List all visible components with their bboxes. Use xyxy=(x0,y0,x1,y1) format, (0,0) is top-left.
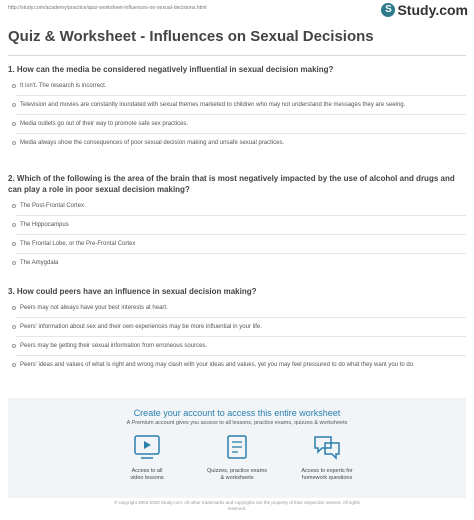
quiz-icon xyxy=(222,434,252,460)
answer-option[interactable]: Television and movies are constantly inundated with sexual themes marketed to children who may not understand the messages they are seeing. xyxy=(8,100,466,110)
answer-option[interactable]: The Post-Frontal Cortex xyxy=(8,201,466,211)
radio-icon xyxy=(12,122,16,126)
study-logo[interactable] xyxy=(381,2,468,18)
option-divider xyxy=(16,114,466,115)
option-divider xyxy=(16,234,466,235)
answer-option[interactable]: Peers may not always have your best interests at heart. xyxy=(8,303,466,313)
radio-icon xyxy=(12,204,16,208)
experts-icon xyxy=(312,434,342,460)
option-divider xyxy=(16,215,466,216)
answer-option[interactable]: The Hippocampus xyxy=(8,220,466,230)
radio-icon xyxy=(12,242,16,246)
option-divider xyxy=(16,317,466,318)
option-divider xyxy=(16,253,466,254)
question-3 xyxy=(8,286,466,370)
logo-mark-icon: S xyxy=(381,3,395,17)
feature-label: Access to all video lessons xyxy=(130,468,164,481)
copyright-footer: © copyright 2003-2020 Study.com. All other trademarks and copyrights are the property of their respective owners. All rights reserved. xyxy=(114,500,360,511)
premium-promo-panel xyxy=(8,398,466,498)
answer-option[interactable]: Media always show the consequences of poor sexual decision making and unsafe sexual practices. xyxy=(8,138,466,148)
video-icon xyxy=(132,434,162,460)
answer-option[interactable]: It isn't. The research is incorrect. xyxy=(8,81,466,91)
radio-icon xyxy=(12,103,16,107)
answer-option[interactable]: The Amygdala xyxy=(8,258,466,268)
feature-label: Quizzes, practice exams & worksheets xyxy=(207,468,267,481)
feature-experts xyxy=(272,434,382,482)
radio-icon xyxy=(12,325,16,329)
radio-icon xyxy=(12,84,16,88)
option-divider xyxy=(16,336,466,337)
radio-icon xyxy=(12,344,16,348)
top-bar xyxy=(0,0,474,22)
radio-icon xyxy=(12,363,16,367)
option-divider xyxy=(16,355,466,356)
radio-icon xyxy=(12,306,16,310)
question-title: 3. How could peers have an influence in sexual decision making? xyxy=(8,287,257,296)
option-divider xyxy=(16,133,466,134)
question-2 xyxy=(8,173,466,268)
radio-icon xyxy=(12,223,16,227)
answer-option[interactable]: Peers' information about sex and their own experiences may be more influential in your life. xyxy=(8,322,466,332)
answer-option[interactable]: Media outlets go out of their way to promote safe sex practices. xyxy=(8,119,466,129)
page-url[interactable]: http://study.com/academy/practice/quiz-worksheet-influences-on-sexual-decisions.html xyxy=(8,5,207,11)
radio-icon xyxy=(12,261,16,265)
question-title: 2. Which of the following is the area of the brain that is most negatively impacted by the use of alcohol and drugs and can play a role in poor sexual decision making? xyxy=(8,174,455,194)
question-title: 1. How can the media be considered negatively influential in sexual decision making? xyxy=(8,65,334,74)
option-divider xyxy=(16,95,466,96)
answer-option[interactable]: Peers' ideas and values of what is right and wrong may clash with your ideas and values, yet you may feel pressured to do what they want you to do. xyxy=(8,360,466,370)
answer-option[interactable]: The Frontal Lobe, or the Pre-Frontal Cortex xyxy=(8,239,466,249)
radio-icon xyxy=(12,141,16,145)
title-divider xyxy=(8,55,466,56)
answer-option[interactable]: Peers may be getting their sexual information from erroneous sources. xyxy=(8,341,466,351)
logo-text: Study.com xyxy=(397,2,468,18)
page-title: Quiz & Worksheet - Influences on Sexual Decisions xyxy=(8,28,374,45)
promo-title-link[interactable]: Create your account to access this entire worksheet xyxy=(133,408,341,418)
question-1 xyxy=(8,64,466,148)
feature-label: Access to experts for homework questions xyxy=(301,468,353,481)
promo-subtitle: A Premium account gives you access to all lessons, practice exams, quizzes & worksheets xyxy=(126,420,348,426)
